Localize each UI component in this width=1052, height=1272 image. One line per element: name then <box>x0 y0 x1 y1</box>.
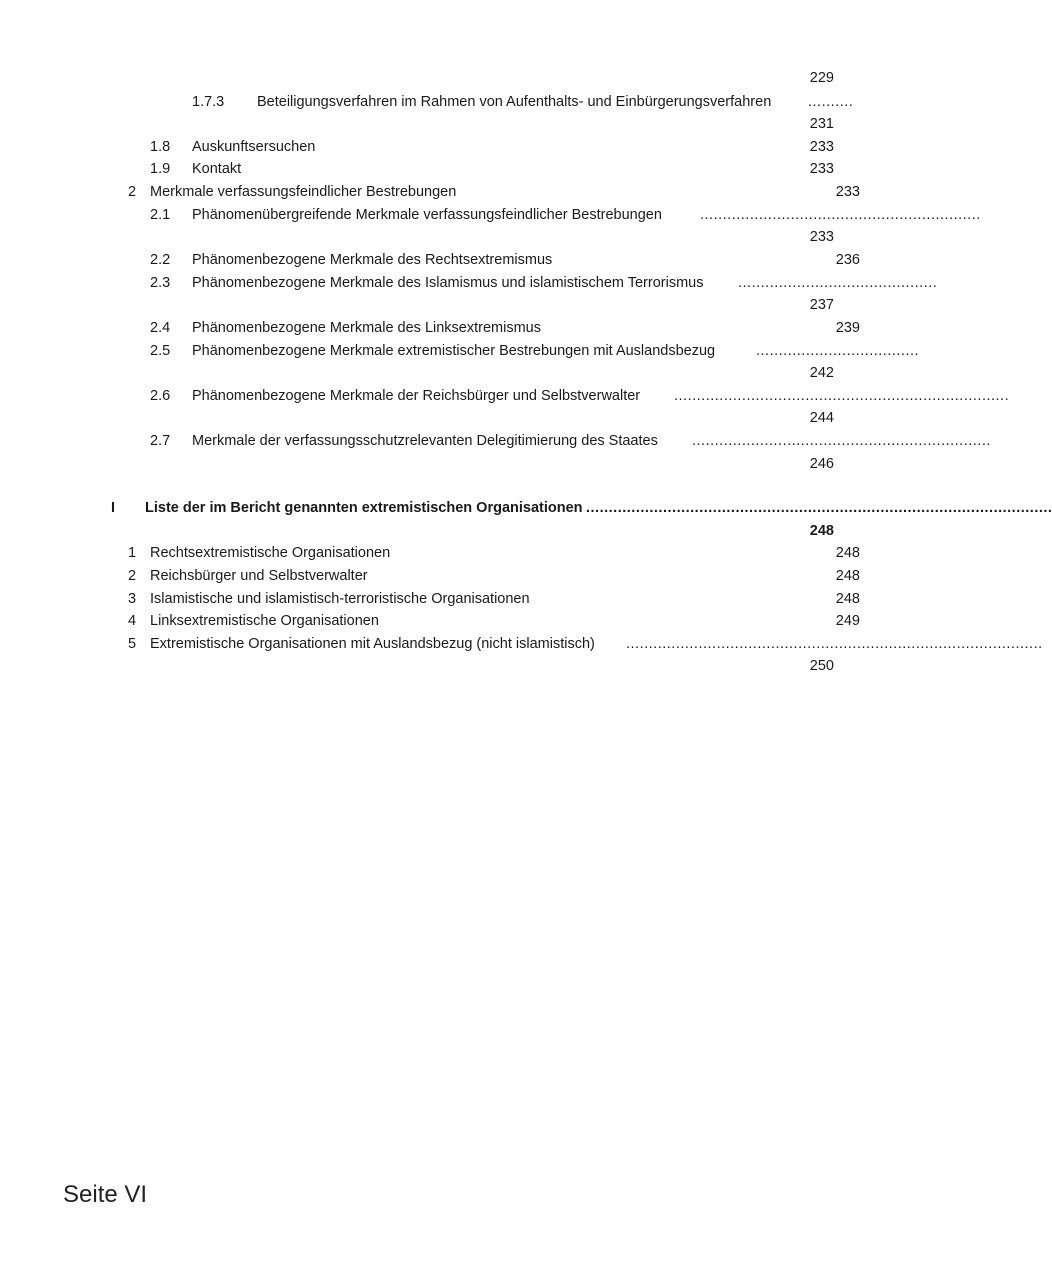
toc-page-number: 229 <box>809 70 834 86</box>
toc-entry-title[interactable]: Phänomenbezogene Merkmale des Islamismus und islamistischem Terrorismus <box>192 275 704 291</box>
toc-entry-title[interactable]: Phänomenbezogene Merkmale des Rechtsextremismus <box>192 252 553 268</box>
toc-page-number: 248 <box>835 591 860 607</box>
toc-page-number: 250 <box>809 658 834 674</box>
toc-entry-number: 2.4 <box>150 320 171 336</box>
toc-entry-number: 2.1 <box>150 207 171 223</box>
toc-entry-number: 1.7.3 <box>192 94 225 110</box>
toc-page-number: 237 <box>809 297 834 313</box>
toc-page-number: 248 <box>835 545 860 561</box>
toc-dot-leader: .............................................................. <box>700 207 981 223</box>
toc-entry-title[interactable]: Phänomenbezogene Merkmale extremistischer Bestrebungen mit Auslandsbezug <box>192 343 716 359</box>
toc-dot-leader: .................................... <box>756 343 920 359</box>
toc-entry-number: 2.6 <box>150 388 171 404</box>
toc-entry-number: 2.7 <box>150 433 171 449</box>
toc-entry-number: 2.3 <box>150 275 171 291</box>
toc-entry-number: 2.5 <box>150 343 171 359</box>
toc-entry-title[interactable]: Extremistische Organisationen mit Auslandsbezug (nicht islamistisch) <box>150 636 595 652</box>
toc-dot-leader: ............................................................................................ <box>626 636 1043 652</box>
toc-page-number: 248 <box>835 568 860 584</box>
toc-entry-title[interactable]: Merkmale verfassungsfeindlicher Bestrebungen <box>150 184 457 200</box>
toc-entry-number: 2 <box>128 568 137 584</box>
toc-section-number: I <box>111 500 116 516</box>
toc-entry-number: 2.2 <box>150 252 171 268</box>
toc-entry-title[interactable]: Kontakt <box>192 161 242 177</box>
toc-entry-title[interactable]: Merkmale der verfassungsschutzrelevanten Delegitimierung des Staates <box>192 433 658 449</box>
toc-entry-title[interactable]: Reichsbürger und Selbstverwalter <box>150 568 368 584</box>
toc-dot-leader: .......... <box>808 94 854 110</box>
toc-dot-leader: ....................................................................................................... <box>586 500 1052 516</box>
toc-page-number: 242 <box>809 365 834 381</box>
toc-page-number: 233 <box>835 184 860 200</box>
toc-entry-title[interactable]: Phänomenbezogene Merkmale der Reichsbürger und Selbstverwalter <box>192 388 641 404</box>
toc-page-number: 239 <box>835 320 860 336</box>
page-footer-label: Seite VI <box>63 1181 148 1208</box>
toc-page-number: 246 <box>809 456 834 472</box>
toc-dot-leader: ............................................ <box>738 275 938 291</box>
toc-page-number: 244 <box>809 410 834 426</box>
toc-entry-number: 4 <box>128 613 137 629</box>
toc-dot-leader: .................................................................. <box>692 433 991 449</box>
toc-page-number: 231 <box>809 116 834 132</box>
toc-page-number: 236 <box>835 252 860 268</box>
toc-entry-title[interactable]: Phänomenbezogene Merkmale des Linksextremismus <box>192 320 541 336</box>
toc-entry-title[interactable]: Auskunftsersuchen <box>192 139 316 155</box>
toc-entry-title[interactable]: Islamistische und islamistisch-terroristische Organisationen <box>150 591 530 607</box>
toc-entry-number: 1.8 <box>150 139 171 155</box>
toc-page-number: 249 <box>835 613 860 629</box>
toc-page-number: 233 <box>809 139 834 155</box>
toc-entry-title[interactable]: Rechtsextremistische Organisationen <box>150 545 391 561</box>
toc-entry-title[interactable]: Beteiligungsverfahren im Rahmen von Aufenthalts- und Einbürgerungsverfahren <box>257 94 772 110</box>
toc-section-title[interactable]: Liste der im Bericht genannten extremistischen Organisationen <box>145 500 583 516</box>
toc-entry-number: 1 <box>128 545 137 561</box>
toc-entry-title[interactable]: Linksextremistische Organisationen <box>150 613 379 629</box>
toc-page-number: 248 <box>809 523 834 539</box>
toc-entry-number: 2 <box>128 184 137 200</box>
toc-entry-number: 1.9 <box>150 161 171 177</box>
toc-page-number: 233 <box>809 161 834 177</box>
toc-entry-number: 5 <box>128 636 137 652</box>
toc-dot-leader: .......................................................................... <box>674 388 1010 404</box>
toc-entry-number: 3 <box>128 591 137 607</box>
toc-entry-title[interactable]: Phänomenübergreifende Merkmale verfassungsfeindlicher Bestrebungen <box>192 207 662 223</box>
toc-page-number: 233 <box>809 229 834 245</box>
